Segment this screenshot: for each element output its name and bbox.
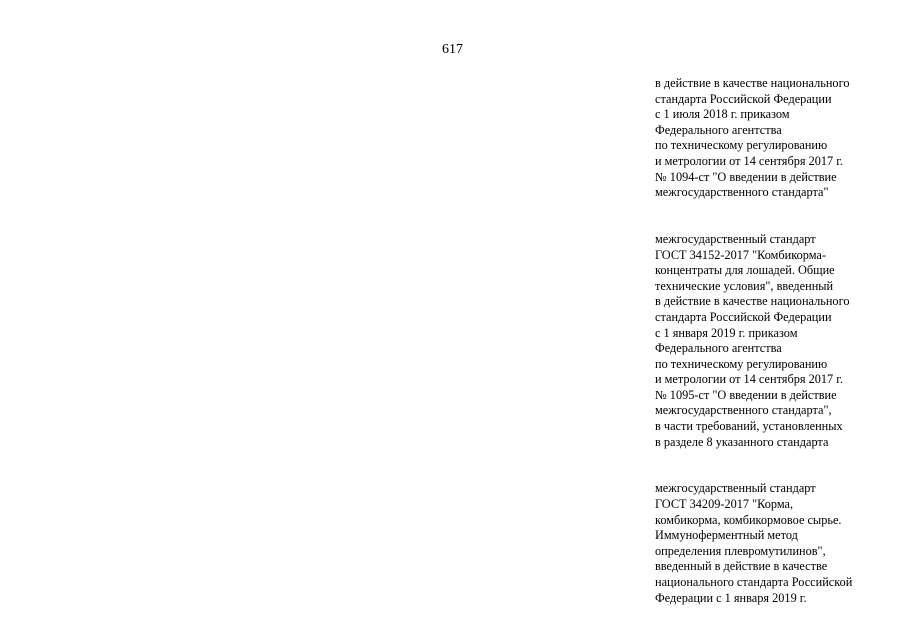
- text-line: стандарта Российской Федерации: [655, 309, 832, 324]
- document-text-column: [655, 76, 900, 606]
- text-line: № 1094-ст "О введении в действие: [655, 169, 837, 184]
- text-line: № 1095-ст "О введении в действие: [655, 387, 837, 402]
- paragraph-2: [655, 232, 900, 450]
- text-line: введенный в действие в качестве: [655, 559, 828, 574]
- text-line: межгосударственный стандарт: [655, 231, 816, 246]
- text-line: межгосударственного стандарта",: [655, 403, 832, 418]
- text-line: и метрологии от 14 сентября 2017 г.: [655, 372, 843, 387]
- text-line: Иммуноферментный метод: [655, 528, 798, 543]
- text-line: технические условия", введенный: [655, 278, 834, 293]
- text-line: ГОСТ 34209-2017 "Корма,: [655, 497, 794, 512]
- text-line: в действие в качестве национального: [655, 294, 850, 309]
- text-line: стандарта Российской Федерации: [655, 91, 832, 106]
- text-line: с 1 января 2019 г. приказом: [655, 325, 798, 340]
- text-line: по техническому регулированию: [655, 138, 828, 153]
- text-line: Федерального агентства: [655, 122, 782, 137]
- text-line: в части требований, установленных: [655, 419, 843, 434]
- text-line: ГОСТ 34152-2017 "Комбикорма-: [655, 247, 826, 262]
- paragraph-1: [655, 76, 900, 201]
- text-line: определения плевромутилинов",: [655, 543, 826, 558]
- text-line: Федерации с 1 января 2019 г.: [655, 590, 807, 605]
- paragraph-3: [655, 481, 900, 606]
- text-line: межгосударственного стандарта": [655, 185, 829, 200]
- text-line: комбикорма, комбикормовое сырье.: [655, 512, 842, 527]
- text-line: с 1 июля 2018 г. приказом: [655, 107, 790, 122]
- text-line: национального стандарта Российской: [655, 575, 853, 589]
- text-line: концентраты для лошадей. Общие: [655, 263, 835, 278]
- text-line: по техническому регулированию: [655, 356, 828, 371]
- text-line: и метрологии от 14 сентября 2017 г.: [655, 153, 843, 168]
- text-line: межгосударственный стандарт: [655, 481, 816, 496]
- page-number: 617: [442, 42, 463, 57]
- text-line: в действие в качестве национального: [655, 76, 850, 90]
- text-line: в разделе 8 указанного стандарта: [655, 434, 829, 449]
- text-line: Федерального агентства: [655, 341, 782, 356]
